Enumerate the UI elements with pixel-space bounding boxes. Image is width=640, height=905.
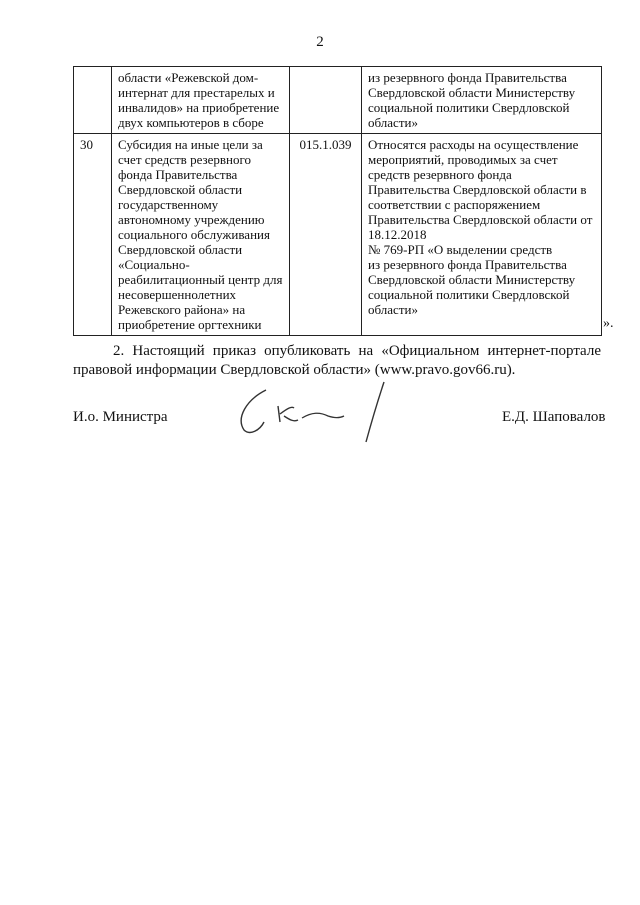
signatory-position: И.о. Министра: [73, 409, 168, 425]
row-description-cell: из резервного фонда Правительства Свердловской области Министерству социальной политики Свердловской области»: [362, 67, 602, 134]
row-number-cell: [74, 67, 112, 134]
paragraph-2: 2. Настоящий приказ опубликовать на «Официальном интернет-портале правовой информации Свердловской области» (www.pravo.gov66.ru).: [73, 343, 601, 378]
row-code-cell: 015.1.039: [290, 134, 362, 336]
closing-quote: ».: [603, 316, 614, 331]
row-number-cell: 30: [74, 134, 112, 336]
table-row: [74, 67, 602, 134]
row-name-cell: области «Режевской дом- интернат для престарелых и инвалидов» на приобретение двух компьютеров в сборе: [112, 67, 290, 134]
signatory-name: Е.Д. Шаповалов: [502, 409, 606, 425]
page-number: 2: [316, 34, 324, 50]
row-code-cell: [290, 67, 362, 134]
table-row: [74, 134, 602, 336]
row-name-cell: Субсидия на иные цели за счет средств резервного фонда Правительства Свердловской области государственному автономному учреждению социального обслуживания Свердловской области «Социально- реабилитационный центр для несовершеннолетних Режевского района» на приобретение оргтехники: [112, 134, 290, 336]
handwritten-signature: [228, 378, 398, 448]
expenses-table: [73, 66, 602, 336]
row-description-cell: Относятся расходы на осуществление мероприятий, проводимых за счет средств резервного фонда Правительства Свердловской области в соответствии с распоряжением Правительства Свердловской области от 18.12.2018 № 769-РП «О выделении средств из резервного фонда Правительства Свердловской области Министерству социальной политики Свердловской области»: [362, 134, 602, 336]
